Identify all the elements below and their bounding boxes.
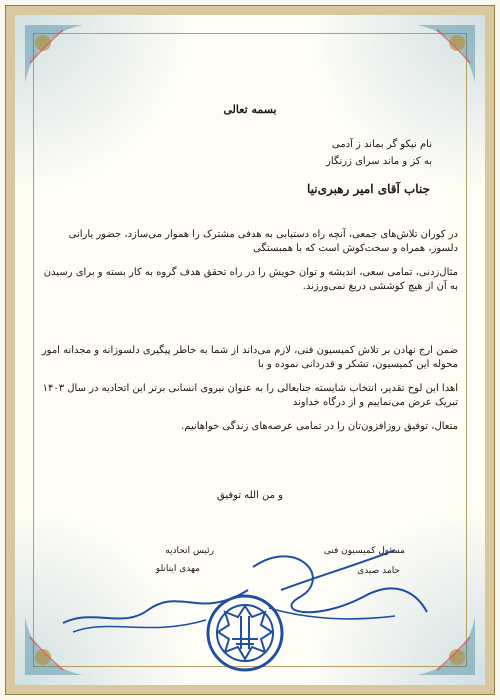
body-paragraph-1 [38,228,458,304]
header-line-1: نام نیکو گر بماند ز آدمی [331,139,432,150]
closing-phrase: و من الله توفیق [217,490,283,501]
body-paragraph-2 [38,344,458,445]
header-line-2: به کز و ماند سرای زرنگار [326,156,432,167]
union-emblem-icon [204,592,286,674]
floral-ornament-icon [25,25,83,83]
signatory-name-right: حامد صیدی [357,566,400,576]
floral-ornament-icon [417,25,475,83]
paragraph-line: متعال، توفیق روزافزون‌تان را در تمامی عرصه‌های زندگی خواهانیم. [181,421,458,432]
paragraph-line: مثال‌زدنی، تمامی سعی، اندیشه و توان خویش را در راه تحقق هدف گروه به کار بسته و برای رسیدن به آن از هیچ کوششی دریغ نمی‌ورزند. [43,267,458,292]
paragraph-line: اهدا این لوح تقدیر، انتخاب شایسته جنابعالی را به عنوان نیروی انسانی برتر این اتحادیه در سال ۱۴۰۳ تبریک عرض می‌نماییم و از درگاه خداوند [42,383,458,408]
paragraph-line: در کوران تلاش‌های جمعی، آنچه راه دستیابی به هدفی مشترک را هموار می‌سازد، حضور یارانی دلسوز، همراه و سخت‌کوش است که با همبستگی [68,229,458,254]
salutation: جناب آقای امیر رهبری‌نیا [306,182,430,196]
signatory-title-right: مسئول کمیسیون فنی [323,546,405,556]
signatory-title-left: رئیس اتحادیه [165,546,214,556]
document-title: بسمه تعالی [223,103,277,116]
paragraph-line: ضمن ارج نهادن بر تلاش کمیسیون فنی، لازم می‌داند از شما به خاطر پیگیری دلسوزانه و مجدانه امور محوله این کمیسیون، تشکر و قدردانی نموده و با [41,345,458,370]
signatory-name-left: مهدی اینانلو [155,564,200,574]
